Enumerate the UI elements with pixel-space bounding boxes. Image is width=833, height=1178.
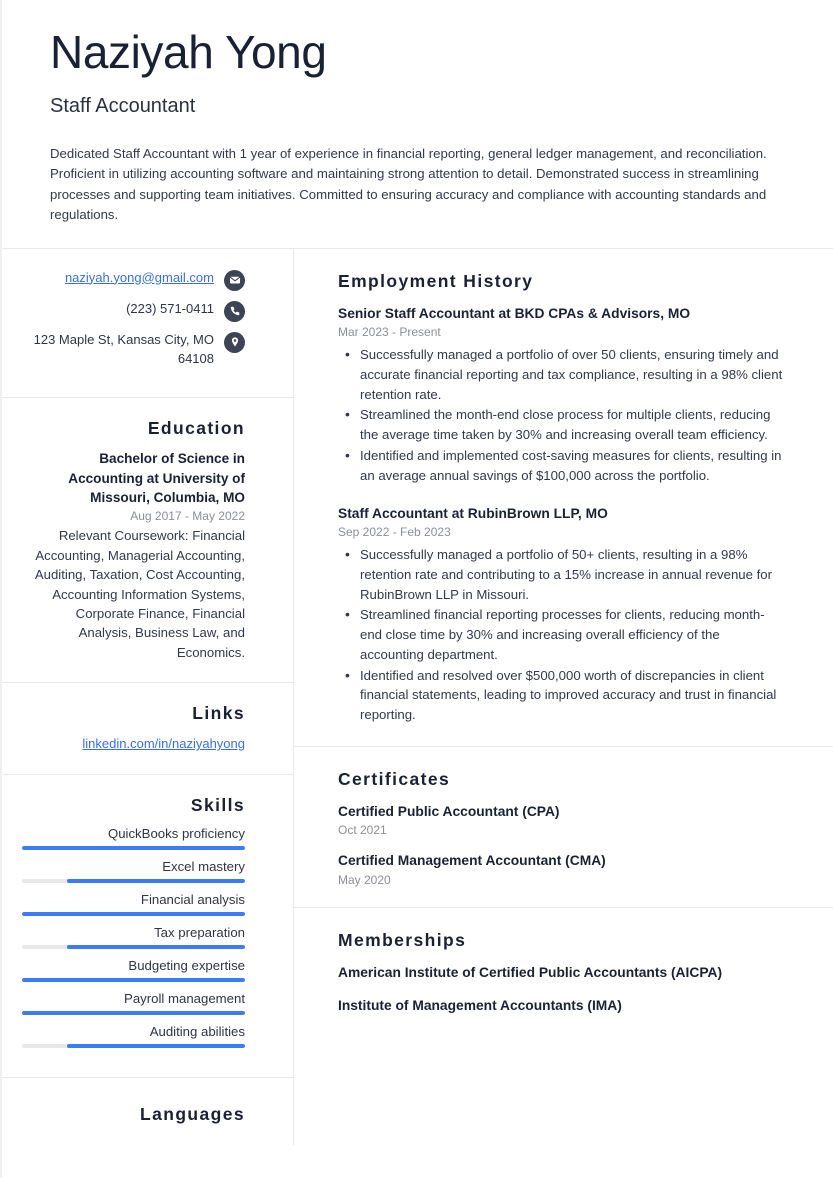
envelope-icon	[224, 270, 245, 291]
certificate-date: Oct 2021	[338, 823, 387, 838]
education-date: Aug 2017 - May 2022	[130, 509, 245, 524]
skill-bar-fill	[22, 912, 245, 916]
skill-item	[22, 859, 245, 883]
skill-item	[22, 892, 245, 916]
certificate-name: Certified Public Accountant (CPA)	[338, 804, 560, 820]
skill-label: QuickBooks proficiency	[107, 825, 245, 841]
phone-icon	[224, 301, 245, 322]
resume-body	[2, 249, 833, 1145]
bullet-item: • Streamlined financial reporting processes for clients, reducing month-end close time by 30% and increasing overall efficiency of the accounting department.	[338, 605, 785, 664]
contact-section	[2, 249, 293, 399]
employment-entry	[338, 504, 785, 725]
bullet-item: • Streamlined the month-end close process for multiple clients, reducing the average time taken by 30% and increasing overall team efficiency.	[338, 405, 785, 445]
certificate-date: May 2020	[338, 872, 391, 887]
skill-bar-fill	[67, 945, 245, 949]
sidebar-column	[2, 249, 294, 1145]
main-column	[294, 249, 833, 1145]
skills-section	[2, 775, 293, 1078]
employment-title: Employment History	[338, 270, 534, 291]
certificates-section	[294, 747, 833, 908]
skill-label: Excel mastery	[162, 858, 245, 874]
skills-title: Skills	[190, 794, 245, 815]
bullet-item: • Identified and resolved over $500,000 worth of discrepancies in client financial statements, leading to improved accuracy and trust in financial reporting.	[338, 666, 785, 725]
employment-date: Sep 2022 - Feb 2023	[338, 524, 451, 539]
skill-item	[22, 925, 245, 949]
skill-bar-track	[22, 846, 245, 850]
employment-section	[294, 249, 833, 747]
map-pin-icon	[224, 332, 245, 353]
languages-section	[2, 1078, 293, 1145]
resume-header	[2, 0, 833, 248]
skill-bar-fill	[22, 1011, 245, 1015]
links-title: Links	[192, 703, 245, 724]
contact-phone-value: (223) 571-0411	[126, 300, 214, 316]
skill-label: Payroll management	[124, 990, 245, 1006]
skill-bar-track	[22, 879, 245, 883]
employment-entry	[338, 304, 785, 486]
skill-label: Tax preparation	[154, 924, 245, 940]
employment-bullets	[338, 545, 785, 725]
skill-item	[22, 958, 245, 982]
contact-address-value: 123 Maple St, Kansas City, MO 64108	[33, 331, 214, 366]
skill-item	[22, 826, 245, 850]
education-title: Education	[147, 418, 245, 439]
skill-bar-fill	[22, 978, 245, 982]
candidate-name: Naziyah Yong	[50, 26, 327, 78]
membership-item: Institute of Management Accountants (IMA)	[338, 998, 622, 1014]
skill-item	[22, 1024, 245, 1048]
skill-item	[22, 991, 245, 1015]
certificates-title: Certificates	[338, 769, 451, 790]
skill-label: Financial analysis	[140, 891, 245, 907]
certificate-entry	[338, 851, 785, 886]
skill-label: Auditing abilities	[149, 1023, 245, 1039]
skill-bar-fill	[67, 1044, 245, 1048]
bullet-item: • Successfully managed a portfolio of over 50 clients, ensuring timely and accurate financial reporting and tax compliance, resulting in a 98% client retention rate.	[338, 345, 785, 404]
skill-bar-track	[22, 1044, 245, 1048]
skill-bar-track	[22, 978, 245, 982]
employment-role: Staff Accountant at RubinBrown LLP, MO	[338, 505, 608, 521]
links-section	[2, 683, 293, 775]
languages-title: Languages	[140, 1103, 245, 1124]
certificate-entry	[338, 802, 785, 837]
skill-bar-track	[22, 912, 245, 916]
skill-bar-track	[22, 1011, 245, 1015]
employment-bullets	[338, 345, 785, 486]
education-description: Relevant Coursework: Financial Accounting, Managerial Accounting, Auditing, Taxation, Cost Accounting, Accounting Information Systems, Corporate Finance, Financial Analysis, Business Law, and Economics.	[34, 528, 245, 660]
candidate-job-title: Staff Accountant	[50, 94, 196, 117]
bullet-item: • Successfully managed a portfolio of 50+ clients, resulting in a 98% retention rate and contributing to a 15% increase in annual revenue for RubinBrown LLP in Missouri.	[338, 545, 785, 604]
contact-phone-row[interactable]	[22, 300, 245, 322]
bullet-item: • Identified and implemented cost-saving measures for clients, resulting in an average annual savings of $100,000 across the portfolio.	[338, 446, 785, 486]
employment-date: Mar 2023 - Present	[338, 325, 441, 340]
education-section	[2, 398, 293, 683]
memberships-title: Memberships	[338, 929, 467, 950]
professional-summary: Dedicated Staff Accountant with 1 year of experience in financial reporting, general ledger management, and reconciliation. Proficient in utilizing accounting software and maintaining strong attention to detail. Demonstrated success in streamlining processes and supporting team initiatives. Committed to ensuring accuracy and compliance with accounting standards and regulations.	[50, 145, 767, 223]
link-item-linkedin[interactable]: linkedin.com/in/naziyahyong	[82, 736, 245, 752]
membership-item: American Institute of Certified Public Accountants (AICPA)	[338, 964, 723, 980]
memberships-section	[294, 908, 833, 1036]
skill-label: Budgeting expertise	[128, 957, 245, 973]
contact-address-row[interactable]	[22, 331, 245, 369]
skill-bar-fill	[67, 879, 245, 883]
certificate-name: Certified Management Accountant (CMA)	[338, 853, 606, 869]
employment-role: Senior Staff Accountant at BKD CPAs & Advisors, MO	[338, 305, 691, 321]
education-degree: Bachelor of Science in Accounting at University of Missouri, Columbia, MO	[68, 451, 245, 505]
skill-bar-fill	[22, 846, 245, 850]
skill-bar-track	[22, 945, 245, 949]
contact-email-value[interactable]: naziyah.yong@gmail.com	[64, 269, 214, 285]
education-entry	[22, 449, 245, 662]
contact-email-row[interactable]	[22, 269, 245, 291]
